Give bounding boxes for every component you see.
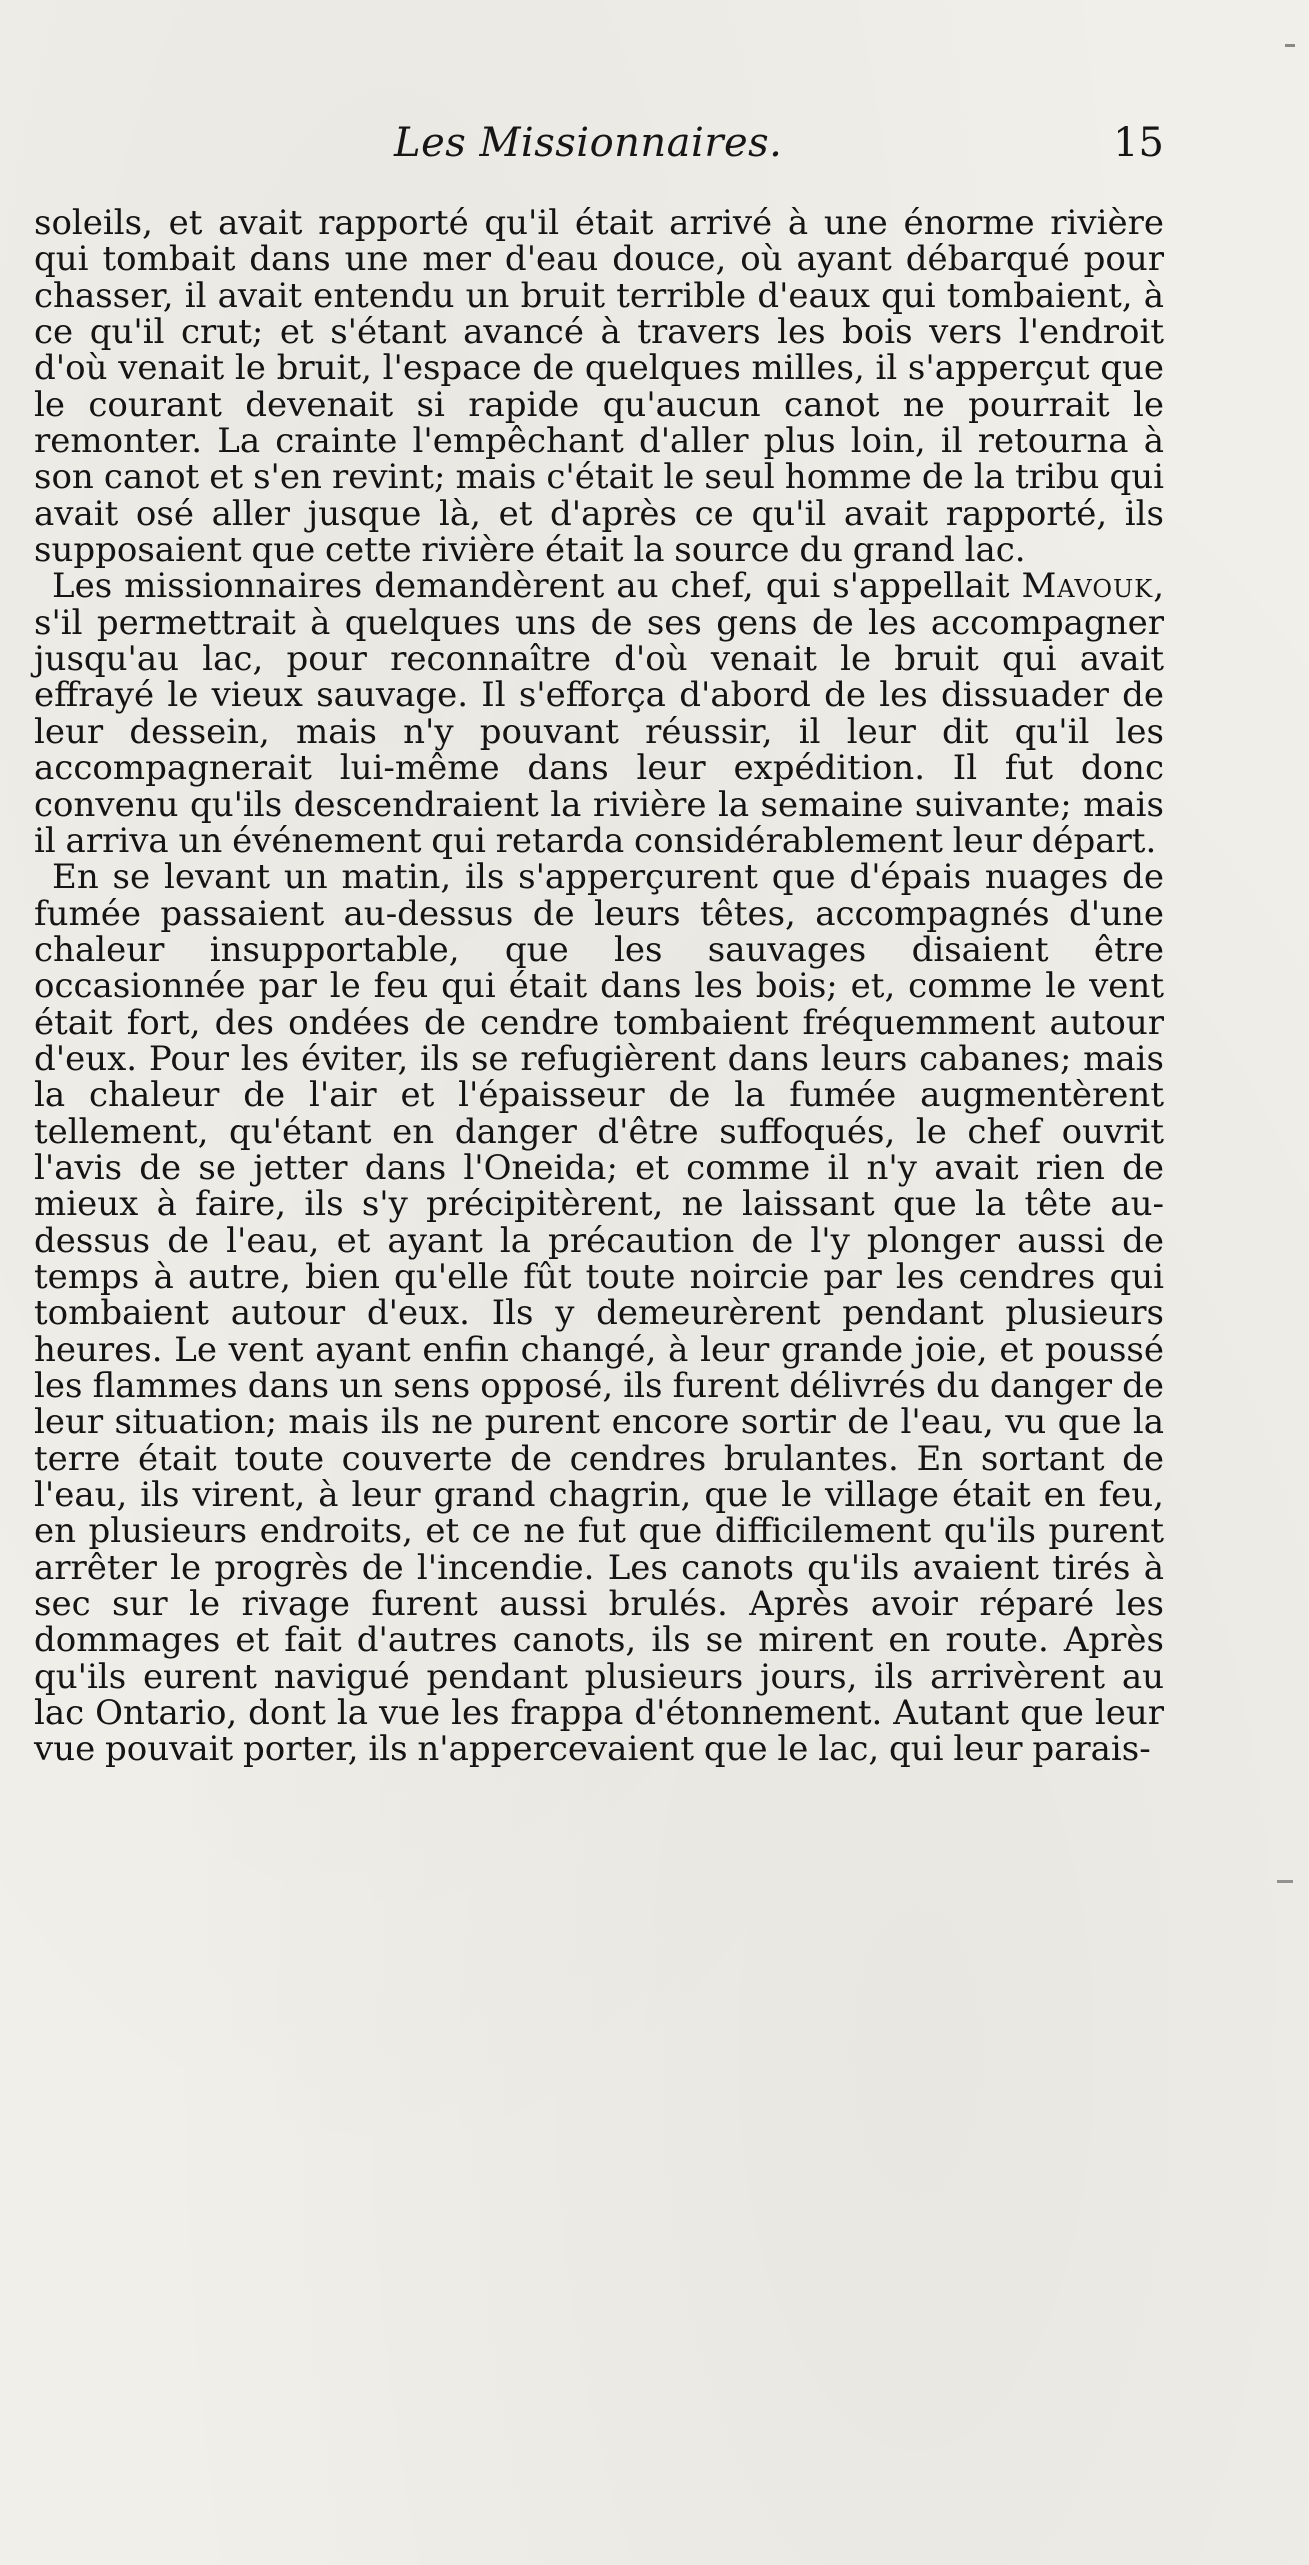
margin-ink-mark xyxy=(1277,1880,1293,1883)
paragraph-2 xyxy=(34,568,1164,859)
paragraph-2-rest: , s'il permettrait à quelques uns de ses gens de les accompagner jusqu'au lac, pour reconnaître d'où venait le bruit qui avait effrayé le vieux sauvage. Il s'efforça d'abord de les dissuader de leur dessein, mais n'y pouvant réussir, il leur dit qu'il les accompagnerait lui-même dans leur expédition. Il fut donc convenu qu'ils descendraient la rivière la semaine suivante; mais il arriva un événement qui retarda considérablement leur départ. xyxy=(34,566,1164,861)
corner-ink-mark xyxy=(1285,44,1295,47)
body-text xyxy=(34,205,1164,1768)
page-number: 15 xyxy=(1113,120,1164,166)
running-title: Les Missionnaires. xyxy=(394,120,783,166)
chief-name: Mavouk xyxy=(1021,566,1154,607)
paragraph-3: En se levant un matin, ils s'apperçurent que d'épais nuages de fumée passaient au-dessus de leurs têtes, accompagnés d'une chaleur insupportable, que les sauvages disaient être occasionnée par le feu qui était dans les bois; et, comme le vent était fort, des ondées de cendre tombaient fréquemment autour d'eux. Pour les éviter, ils se refugièrent dans leurs cabanes; mais la chaleur de l'air et l'épaisseur de la fumée augmentèrent tellement, qu'étant en danger d'être suffoqués, le chef ouvrit l'avis de se jetter dans l'Oneida; et comme il n'y avait rien de mieux à faire, ils s'y précipitèrent, ne laissant que la tête au-dessus de l'eau, et ayant la précaution de l'y plonger aussi de temps à autre, bien qu'elle fût toute noircie par les cendres qui tombaient autour d'eux. Ils y demeurèrent pendant plusieurs heures. Le vent ayant enfin changé, à leur grande joie, et poussé les flammes dans un sens opposé, ils furent délivrés du danger de leur situation; mais ils ne purent encore sortir de l'eau, vu que la terre était toute couverte de cendres brulantes. En sortant de l'eau, ils virent, à leur grand chagrin, que le village était en feu, en plusieurs endroits, et ce ne fut que difficilement qu'ils purent arrêter le progrès de l'incendie. Les canots qu'ils avaient tirés à sec sur le rivage furent aussi brulés. Après avoir réparé les dommages et fait d'autres canots, ils se mirent en route. Après qu'ils eurent navigué pendant plusieurs jours, ils arrivèrent au lac Ontario, dont la vue les frappa d'étonnement. Autant que leur vue pouvait porter, ils n'appercevaient que le lac, qui leur parais- xyxy=(34,857,1164,1770)
page-header xyxy=(34,120,1164,180)
paragraph-1: soleils, et avait rapporté qu'il était arrivé à une énorme rivière qui tombait dans une mer d'eau douce, où ayant débarqué pour chasser, il avait entendu un bruit terrible d'eaux qui tombaient, à ce qu'il crut; et s'étant avancé à travers les bois vers l'endroit d'où venait le bruit, l'espace de quelques milles, il s'apperçut que le courant devenait si rapide qu'aucun canot ne pourrait le remonter. La crainte l'empêchant d'aller plus loin, il retourna à son canot et s'en revint; mais c'était le seul homme de la tribu qui avait osé aller jusque là, et d'après ce qu'il avait rapporté, ils supposaient que cette rivière était la source du grand lac. xyxy=(34,203,1164,571)
paragraph-2-start: Les missionnaires demandèrent au chef, qui s'appellait xyxy=(52,566,1022,607)
